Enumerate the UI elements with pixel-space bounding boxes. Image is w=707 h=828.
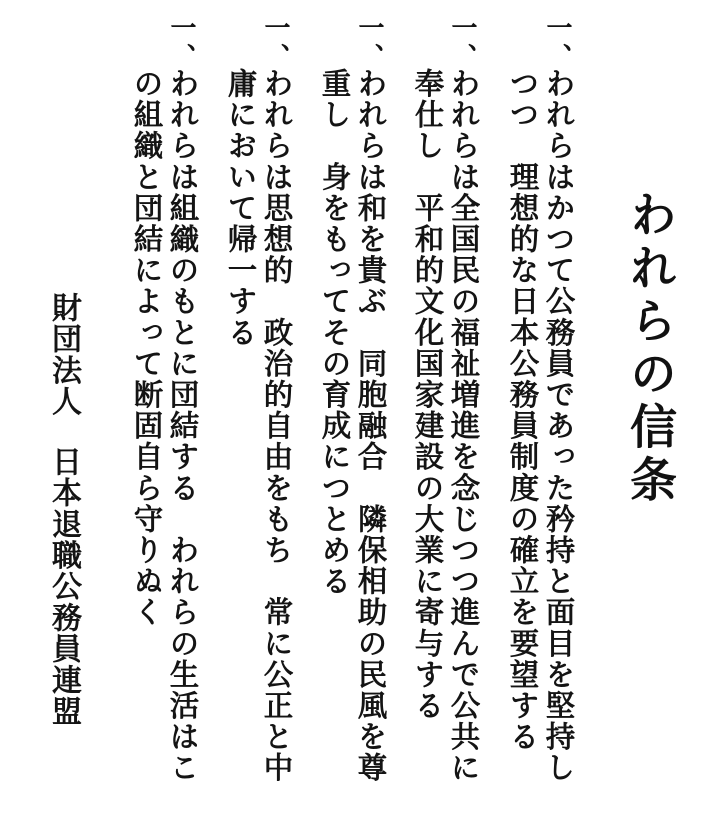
- creed-4-line-1: われらは思想的 政治的自由をもち 常に公正と中: [259, 68, 295, 784]
- creed-2-line-1: われらは全国民の福祉増進を念じつつ進んで公共に: [446, 68, 482, 784]
- creed-1-line-1: われらはかつて公務員であった矜持と面目を堅持し: [541, 68, 577, 784]
- creed-4-mark: 一、: [260, 14, 290, 72]
- creed-2-mark: 一、: [447, 14, 477, 72]
- creed-1-mark: 一、: [542, 14, 572, 72]
- document-title: われらの信条: [622, 190, 677, 508]
- creed-5-mark: 一、: [166, 14, 196, 72]
- creed-2-line-2: 奉仕し 平和的文化国家建設の大業に寄与する: [410, 68, 446, 722]
- creed-3-mark: 一、: [354, 14, 384, 72]
- signature-organization-name: 日本退職公務員連盟: [46, 446, 81, 727]
- creed-3-line-1: われらは和を貴ぶ 同胞融合 隣保相助の民風を尊: [353, 68, 389, 784]
- creed-1-line-2: つつ 理想的な日本公務員制度の確立を要望する: [505, 68, 541, 753]
- creed-4-line-2: 庸において帰一する: [223, 68, 259, 348]
- creed-5-line-2: の組織と団結によって断固自ら守りぬく: [129, 68, 165, 628]
- creed-5-line-1: われらは組織のもとに団結する われらの生活はこ: [165, 68, 201, 784]
- creed-3-line-2: 重し 身をもってその育成につとめる: [317, 68, 353, 597]
- signature-organization-type: 財団法人: [46, 292, 81, 417]
